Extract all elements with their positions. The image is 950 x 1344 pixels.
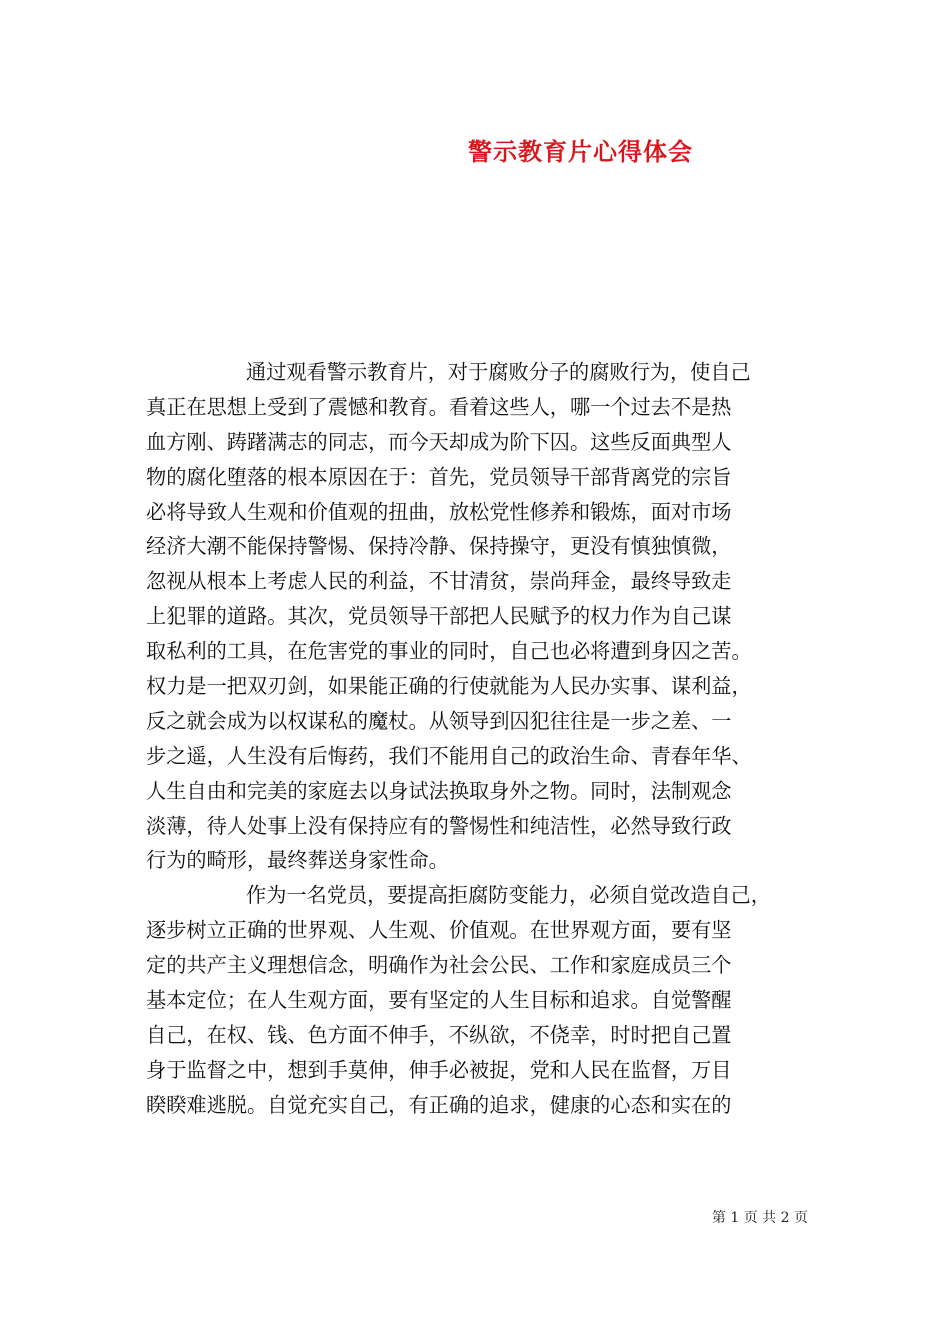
text-line: 身于监督之中，想到手莫伸，伸手必被捉，党和人民在监督，万目: [146, 1057, 732, 1082]
text-line: 必将导致人生观和价值观的扭曲，放松党性修养和锻炼，面对市场: [146, 499, 732, 524]
text-line: 权力是一把双刃剑，如果能正确的行使就能为人民办实事、谋利益，: [146, 674, 752, 699]
text-line: 睽睽难逃脱。自觉充实自己，有正确的追求，健康的心态和实在的: [146, 1092, 732, 1117]
text-line: 逐步树立正确的世界观、人生观、价值观。在世界观方面，要有坚: [146, 918, 732, 943]
text-line: 经济大潮不能保持警惕、保持冷静、保持操守，更没有慎独慎微，: [146, 534, 732, 559]
text-line: 忽视从根本上考虑人民的利益，不甘清贫，崇尚拜金，最终导致走: [146, 569, 732, 594]
paragraph-1: [146, 355, 808, 878]
text-line: 淡薄，待人处事上没有保持应有的警惕性和纯洁性，必然导致行政: [146, 813, 732, 838]
text-line: 基本定位；在人生观方面，要有坚定的人生目标和追求。自觉警醒: [146, 988, 732, 1013]
text-line: 自己，在权、钱、色方面不伸手，不纵欲，不侥幸，时时把自己置: [146, 1022, 732, 1047]
page-title: 警示教育片心得体会: [468, 137, 693, 166]
paragraph-2: [146, 878, 808, 1122]
text-line: 物的腐化堕落的根本原因在于：首先，党员领导干部背离党的宗旨: [146, 464, 732, 489]
text-line: 上犯罪的道路。其次，党员领导干部把人民赋予的权力作为自己谋: [146, 604, 732, 629]
text-line: 反之就会成为以权谋私的魔杖。从领导到囚犯往往是一步之差、一: [146, 708, 732, 733]
text-line: 步之遥，人生没有后悔药，我们不能用自己的政治生命、青春年华、: [146, 743, 752, 768]
text-line: 通过观看警示教育片，对于腐败分子的腐败行为，使自己: [246, 360, 751, 384]
text-line: 定的共产主义理想信念，明确作为社会公民、工作和家庭成员三个: [146, 953, 732, 978]
text-line: 作为一名党员，要提高拒腐防变能力，必须自觉改造自己，: [246, 883, 771, 908]
text-line: 取私利的工具，在危害党的事业的同时，自己也必将遭到身囚之苦。: [146, 639, 752, 664]
text-line: 人生自由和完美的家庭去以身试法换取身外之物。同时，法制观念: [146, 778, 732, 803]
page-number-footer: 第 1 页 共 2 页: [711, 1210, 808, 1226]
text-line: 行为的畸形，最终葬送身家性命。: [146, 848, 449, 873]
text-line: 血方刚、踌躇满志的同志，而今天却成为阶下囚。这些反面典型人: [146, 429, 732, 454]
document-body: [146, 355, 808, 1123]
text-line: 真正在思想上受到了震憾和教育。看着这些人，哪一个过去不是热: [146, 394, 732, 419]
